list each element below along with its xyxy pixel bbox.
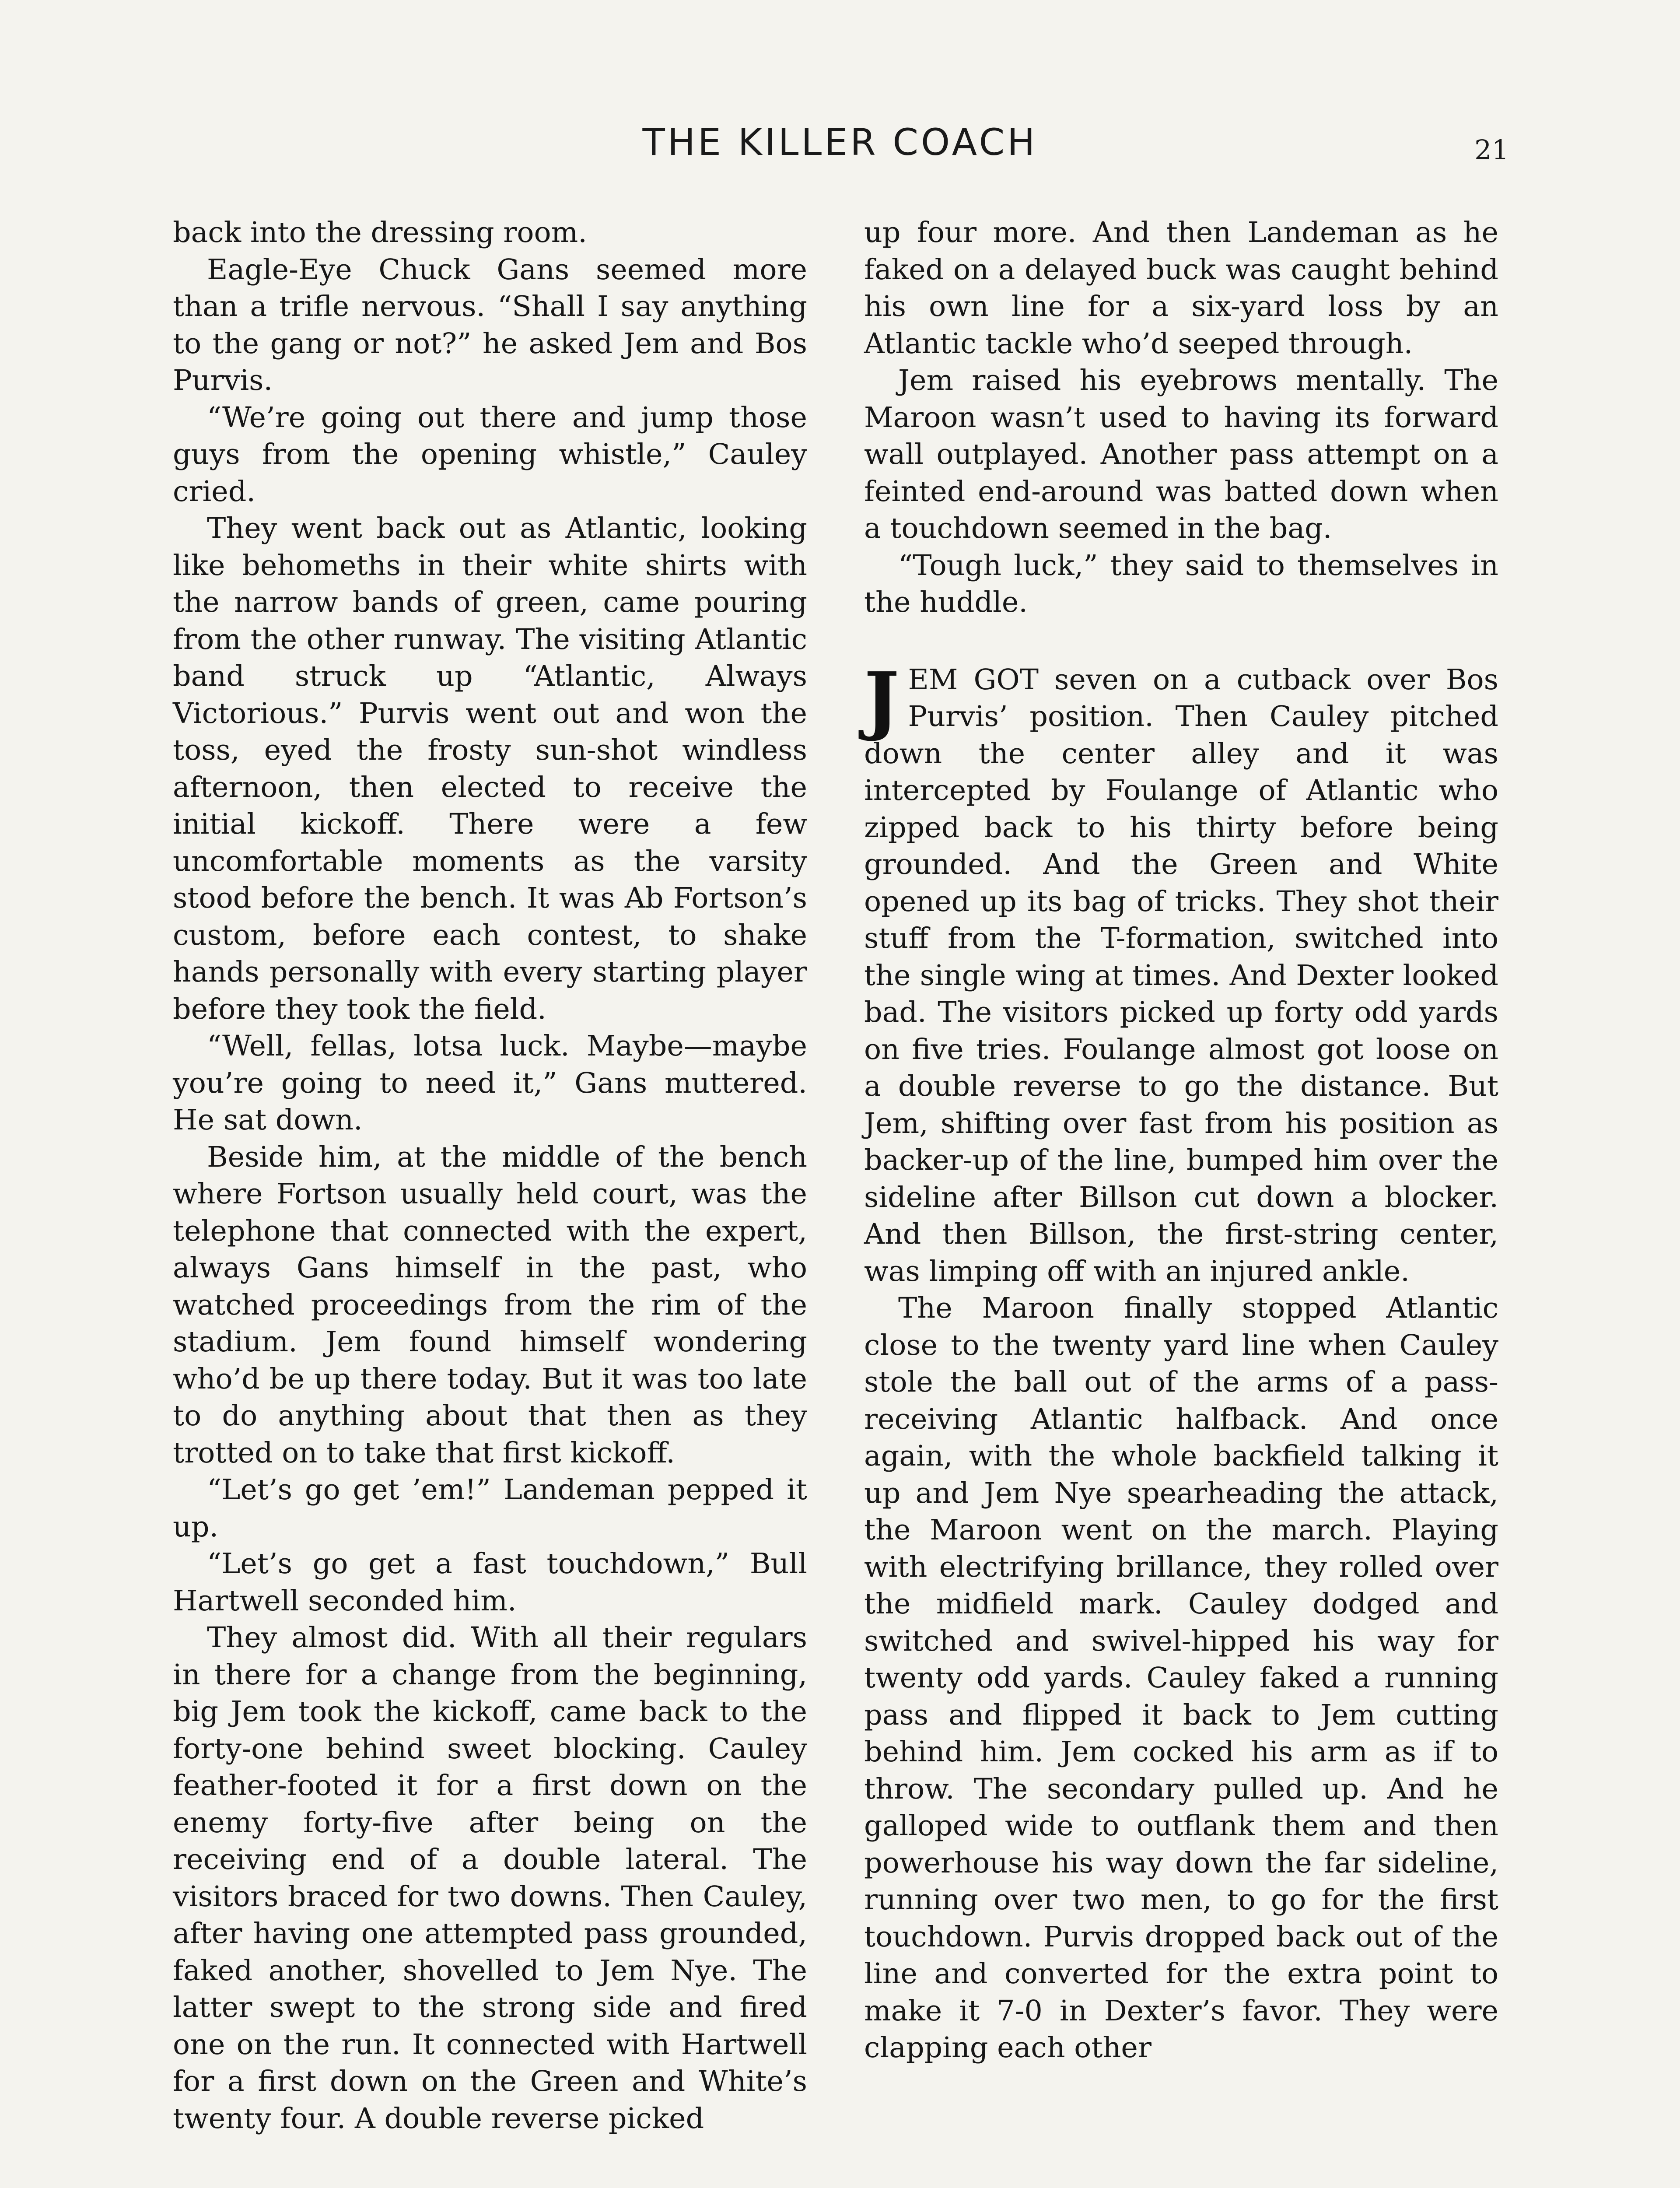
paragraph: The Maroon finally stopped Atlantic close to the twenty yard line when Cauley stole the ball out of the arms of a pass-receiving Atlantic halfback. And once again, with the whole backfield talking it up and Jem Nye spearheading the attack, the Maroon went on the march. Playing with electrifying brillance, they rolled over the midfield mark. Cauley dodged and switched and swivel-hipped his way for twenty odd yards. Cauley faked a running pass and flipped it back to Jem cutting behind him. Jem cocked his arm as if to throw. The secondary pulled up. And he galloped wide to outflank them and then powerhouse his way down the far sideline, running over two men, to go for the first touchdown. Purvis dropped back out of the line and converted for the extra point to make it 7-0 in Dexter’s favor. They were clapping each other [864,1292,1498,2064]
paragraph: “Let’s go get ’em!” Landeman pepped it up. [173,1473,807,1543]
drop-cap-paragraph [864,656,1498,1290]
paragraph: They went back out as Atlantic, looking like behomeths in their white shirts with the narrow bands of green, came pouring from the other runway. The visiting Atlantic band struck up “Atlantic, Always Victorious.” Purvis went out and won the toss, eyed the frosty sun-shot windless afternoon, then elected to receive the initial kickoff. There were a few uncomfortable moments as the varsity stood before the bench. It was Ab Fortson’s custom, before each contest, to shake hands personally with every starting player before they took the field. [173,512,807,1026]
left-text-column [173,214,807,2137]
drop-cap-letter: J [864,656,900,743]
running-title: THE KILLER COACH [642,121,1038,164]
paragraph: Beside him, at the middle of the bench where Fortson usually held court, was the telephone that connected with the expert, always Gans himself in the past, who watched proceedings from the rim of the stadium. Jem found himself wondering who’d be up there today. But it was too late to do anything about that then as they trotted on to take that first kickoff. [173,1140,807,1469]
paragraph: “We’re going out there and jump those guys from the opening whistle,” Cauley cried. [173,401,807,508]
paragraph: Eagle-Eye Chuck Gans seemed more than a trifle nervous. “Shall I say anything to the gang or not?” he asked Jem and Bos Purvis. [173,253,807,397]
right-text-column [864,214,1498,2067]
page-number: 21 [1474,134,1509,166]
paragraph: They almost did. With all their regulars in there for a change from the beginning, big Jem took the kickoff, came back to the forty-one behind sweet blocking. Cauley feather-footed it for a first down on the enemy forty-five after being on the receiving end of a double lateral. The visitors braced for two downs. Then Cauley, after having one attempted pass grounded, faked another, shovelled to Jem Nye. The latter swept to the strong side and fired one on the run. It connected with Hartwell for a first down on the Green and White’s twenty four. A double reverse picked [173,1621,807,2135]
drop-cap-paragraph-text: EM GOT seven on a cutback over Bos Purvis’ position. Then Cauley pitched down the center alley and it was intercepted by Foulange of Atlantic who zipped back to his thirty before being grounded. And the Green and White opened up its bag of tricks. They shot their stuff from the T-formation, switched into the single wing at times. And Dexter looked bad. The visitors picked up forty odd yards on five tries. Foulange almost got loose on a double reverse to go the distance. But Jem, shifting over fast from his position as backer-up of the line, bumped him over the sideline after Billson cut down a blocker. And then Billson, the first-string center, was limping off with an injured ankle. [864,663,1498,1288]
paragraph: back into the dressing room. [173,216,587,249]
paragraph: “Well, fellas, lotsa luck. Maybe—maybe you’re going to need it,” Gans muttered. He sat down. [173,1030,807,1136]
paragraph: Jem raised his eyebrows mentally. The Maroon wasn’t used to having its forward wall outplayed. Another pass attempt on a feinted end-around was batted down when a touchdown seemed in the bag. [864,364,1498,545]
paragraph: “Tough luck,” they said to themselves in the huddle. [864,549,1498,619]
paragraph: “Let’s go get a fast touchdown,” Bull Hartwell seconded him. [173,1547,807,1617]
section-break [864,621,1498,662]
paragraph: up four more. And then Landeman as he faked on a delayed buck was caught behind his own line for a six-yard loss by an Atlantic tackle who’d seeped through. [864,216,1498,360]
